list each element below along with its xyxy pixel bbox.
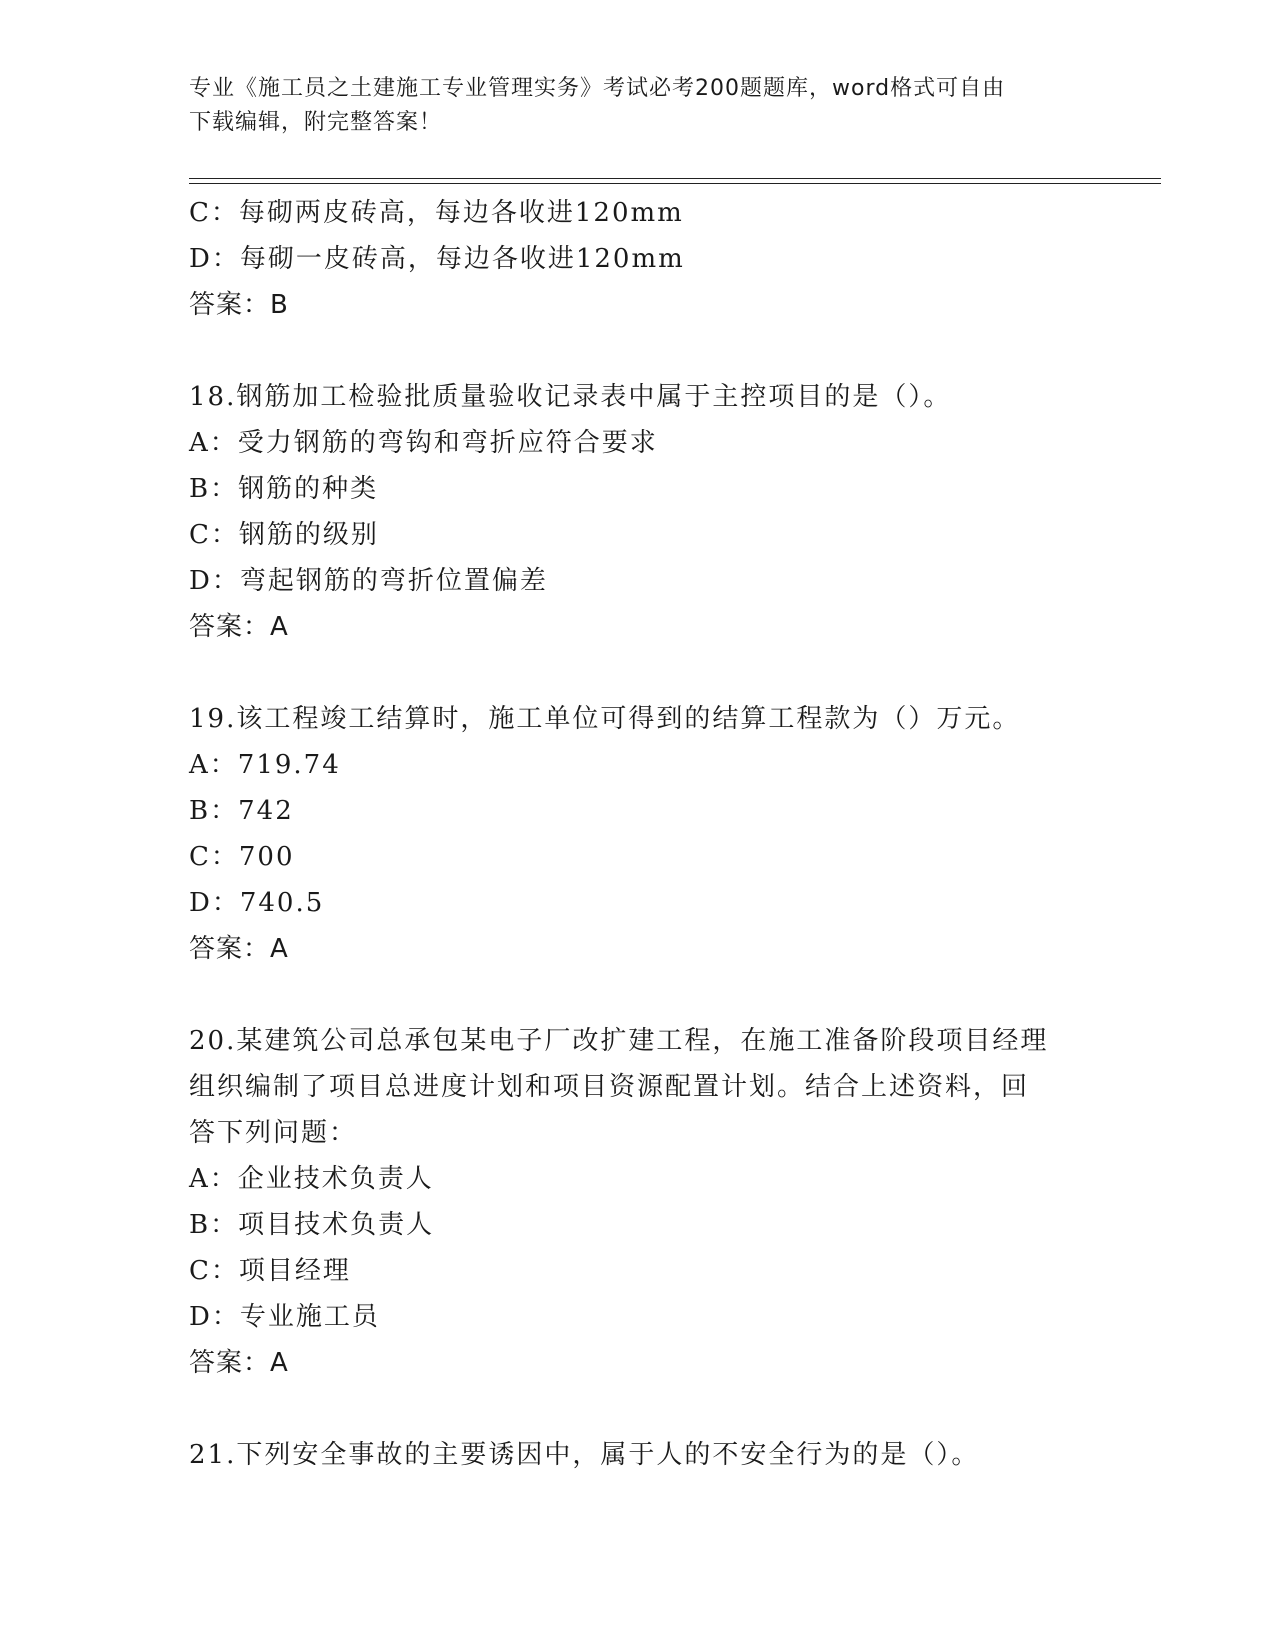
option-d: D：740.5 xyxy=(189,888,325,918)
question-text: 19.该工程竣工结算时，施工单位可得到的结算工程款为（）万元。 xyxy=(189,704,1021,734)
answer-label: 答案：A xyxy=(189,612,289,642)
document-header xyxy=(189,72,1089,140)
option-c: C：每砌两皮砖高，每边各收进120mm xyxy=(189,198,684,228)
question-text: 21.下列安全事故的主要诱因中，属于人的不安全行为的是（）。 xyxy=(189,1440,980,1470)
question-block-21 xyxy=(189,1432,1089,1478)
option-c: C：700 xyxy=(189,842,295,872)
option-d: D：弯起钢筋的弯折位置偏差 xyxy=(189,566,548,596)
option-a: A：受力钢筋的弯钩和弯折应符合要求 xyxy=(189,428,658,458)
header-divider-top xyxy=(189,178,1161,179)
question-text: 18.钢筋加工检验批质量验收记录表中属于主控项目的是（）。 xyxy=(189,382,952,412)
option-a: A：企业技术负责人 xyxy=(189,1164,434,1194)
option-b: B：钢筋的种类 xyxy=(189,474,379,504)
question-block-18 xyxy=(189,374,1089,650)
spacer xyxy=(189,1386,1089,1432)
option-d: D：每砌一皮砖高，每边各收进120mm xyxy=(189,244,685,274)
spacer xyxy=(189,650,1089,696)
answer-label: 答案：A xyxy=(189,934,289,964)
option-c: C：项目经理 xyxy=(189,1256,351,1286)
header-title-line-1: 专业《施工员之土建施工专业管理实务》考试必考200题题库，word格式可自由 xyxy=(189,76,1006,101)
header-title-line-2: 下载编辑，附完整答案！ xyxy=(189,110,443,135)
option-c: C：钢筋的级别 xyxy=(189,520,379,550)
question-text-line-2: 组织编制了项目总进度计划和项目资源配置计划。结合上述资料，回 xyxy=(189,1072,1030,1102)
header-divider-bottom xyxy=(189,183,1161,184)
question-block-continued xyxy=(189,190,1089,328)
spacer xyxy=(189,328,1089,374)
option-b: B：742 xyxy=(189,796,294,826)
question-list xyxy=(189,190,1089,1478)
option-d: D：专业施工员 xyxy=(189,1302,380,1332)
spacer xyxy=(189,972,1089,1018)
question-text-line-3: 答下列问题： xyxy=(189,1118,358,1148)
question-block-19 xyxy=(189,696,1089,972)
option-a: A：719.74 xyxy=(189,750,341,780)
answer-label: 答案：B xyxy=(189,290,289,320)
option-b: B：项目技术负责人 xyxy=(189,1210,435,1240)
answer-label: 答案：A xyxy=(189,1348,289,1378)
question-text-line-1: 20.某建筑公司总承包某电子厂改扩建工程，在施工准备阶段项目经理 xyxy=(189,1026,1049,1056)
question-block-20 xyxy=(189,1018,1089,1386)
